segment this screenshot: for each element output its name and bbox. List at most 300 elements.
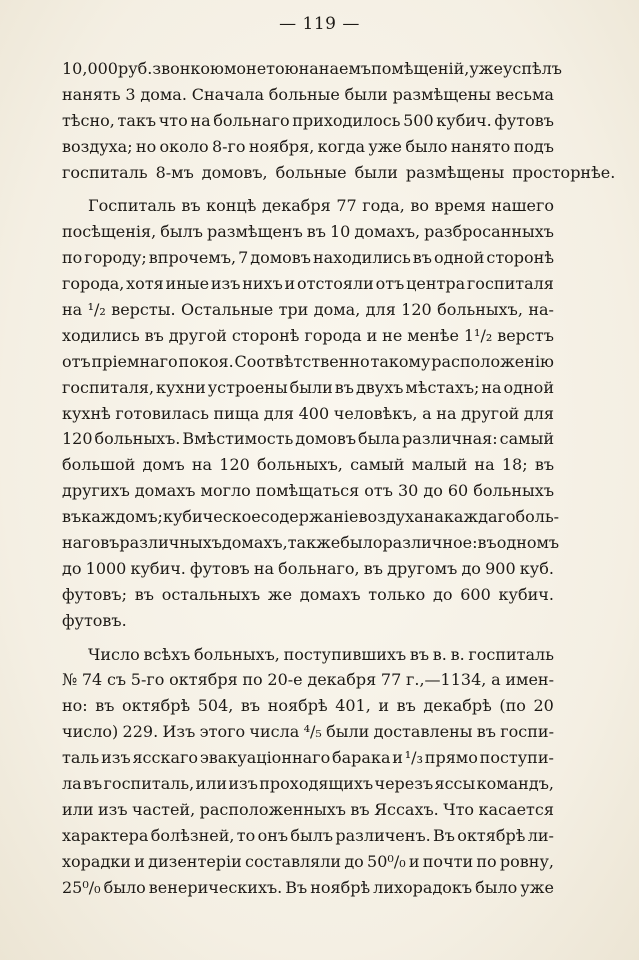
word: 500 <box>403 110 434 130</box>
word: въ <box>100 533 120 553</box>
word: другихъ <box>62 481 130 501</box>
word: а <box>491 670 501 690</box>
word: на <box>423 507 444 527</box>
word: на <box>253 558 275 578</box>
text-line <box>62 745 554 771</box>
word: устроены <box>207 377 288 397</box>
word: по <box>62 248 83 268</box>
word: домахъ <box>134 481 196 501</box>
word: городу; <box>84 248 147 268</box>
word: 77 <box>336 196 357 216</box>
word: домовъ <box>295 429 357 449</box>
word: для <box>365 300 396 320</box>
word: больныхъ. <box>94 429 181 449</box>
word: уже <box>469 59 503 78</box>
word: кухнѣ <box>62 403 111 423</box>
word: на <box>191 455 213 475</box>
word: поступи- <box>479 748 554 768</box>
word: уже <box>368 136 402 156</box>
word: дома. <box>140 84 187 104</box>
word: впрочемъ, <box>148 248 237 268</box>
word: Въ <box>433 825 455 845</box>
word: лихорадокъ <box>373 877 473 897</box>
word: другой <box>168 325 227 345</box>
word: таль <box>62 748 100 768</box>
word: кубич. <box>498 584 554 604</box>
word: въ <box>95 696 115 716</box>
word: посѣщенія, <box>62 222 157 242</box>
word: ли- <box>527 825 554 845</box>
word: было <box>475 877 518 897</box>
text-line <box>62 219 554 245</box>
word: концѣ <box>206 196 257 216</box>
word: частей, <box>132 799 196 819</box>
word: всѣхъ <box>143 644 191 664</box>
word: до <box>461 558 481 578</box>
word: больные <box>275 162 347 182</box>
text-line <box>62 608 554 634</box>
word: Сначала <box>191 84 264 104</box>
word: въ <box>363 558 383 578</box>
word: число) <box>62 722 119 742</box>
word: 1¹/₂ <box>463 325 493 345</box>
word: была <box>358 429 401 449</box>
word: больнаго, <box>278 558 360 578</box>
text-line <box>62 797 554 823</box>
text-line <box>62 349 554 375</box>
word: на- <box>528 300 554 320</box>
word: хорадки <box>62 851 131 871</box>
word: также <box>287 533 341 553</box>
text-line <box>62 401 554 427</box>
word: домъ <box>142 455 185 475</box>
word: Въ <box>285 877 308 897</box>
word: ноябрѣ <box>310 877 371 897</box>
word: различное: <box>382 533 478 553</box>
word: воздуха; <box>62 136 133 156</box>
word: пріемнаго <box>91 351 178 371</box>
word: было <box>340 533 383 553</box>
word: и <box>378 696 390 716</box>
word: касается <box>478 799 554 819</box>
word: были <box>289 377 333 397</box>
word: больныхъ, <box>437 300 523 320</box>
text-line <box>62 426 554 452</box>
word: характера <box>62 825 149 845</box>
word: въ <box>476 722 496 742</box>
text-line <box>62 82 554 108</box>
word: больныхъ <box>473 481 554 501</box>
word: или <box>195 774 228 794</box>
word: большой <box>62 455 136 475</box>
word: декабря <box>307 670 377 690</box>
word: дизентеріи <box>148 851 242 871</box>
word: были <box>354 162 398 182</box>
word: домахъ, <box>354 222 421 242</box>
word: боль- <box>515 507 560 527</box>
word: помѣщаться <box>255 481 360 501</box>
word: больные <box>268 84 340 104</box>
word: расположенію <box>431 351 554 371</box>
word: самый <box>350 455 405 475</box>
word: года, <box>362 196 405 216</box>
word: находились <box>312 248 411 268</box>
word: уже <box>520 877 554 897</box>
word: воздуха <box>358 507 424 527</box>
word: госпиталя <box>466 274 554 294</box>
word: самый <box>499 429 554 449</box>
word: размѣщенъ <box>206 222 303 242</box>
word: отъ <box>62 351 91 371</box>
word: во <box>410 196 429 216</box>
word: 25⁰/₀ <box>62 877 101 897</box>
text-line <box>62 667 554 693</box>
word: и <box>134 851 145 871</box>
word: готовилась <box>115 403 209 423</box>
word: по <box>242 670 263 690</box>
word: дома, <box>313 300 361 320</box>
word: двухъ <box>355 377 404 397</box>
word: ноябрѣ <box>267 696 328 716</box>
word: центра <box>406 274 466 294</box>
word: декабря <box>261 196 331 216</box>
word: содержаніе <box>260 507 359 527</box>
word: въ <box>62 507 82 527</box>
word: домахъ, <box>221 533 288 553</box>
word: и <box>366 325 378 345</box>
word: въ <box>181 196 201 216</box>
word: расположенныхъ <box>199 799 346 819</box>
text-line <box>62 193 554 219</box>
word: (по <box>499 696 526 716</box>
word: покоя. <box>178 351 234 371</box>
word: нашего <box>491 196 554 216</box>
word: проходящихъ <box>259 774 374 794</box>
word: различная: <box>402 429 498 449</box>
word: и <box>392 748 403 768</box>
word: ноября, <box>248 136 315 156</box>
word: монетою <box>223 59 299 78</box>
word: каждомъ; <box>81 507 163 527</box>
word: было <box>405 136 448 156</box>
word: три <box>278 300 309 320</box>
word: въ <box>534 455 554 475</box>
text-line <box>62 323 554 349</box>
page-number: — 119 — <box>279 14 360 34</box>
text-line <box>62 582 554 608</box>
word: Что <box>443 799 475 819</box>
word: октября <box>169 670 238 690</box>
text-line <box>62 530 560 556</box>
word: г.,—1134, <box>405 670 487 690</box>
word: почти <box>422 851 474 871</box>
word: тѣсно, <box>62 110 115 130</box>
word: барака <box>332 748 391 768</box>
word: въ <box>477 533 497 553</box>
word: 8-мъ <box>155 162 194 182</box>
word: въ <box>134 584 154 604</box>
word: 120 <box>219 455 250 475</box>
text-line <box>62 160 616 186</box>
word: этого <box>199 722 246 742</box>
word: госпиталя, <box>62 377 155 397</box>
word: октябрѣ <box>457 825 526 845</box>
word: больнаго <box>213 110 290 130</box>
word: въ <box>412 248 432 268</box>
word: домовъ <box>250 248 311 268</box>
word: было <box>103 877 146 897</box>
word: весьма <box>495 84 554 104</box>
word: 3 <box>125 84 136 104</box>
word: больныхъ, <box>194 644 280 664</box>
word: въ <box>396 696 416 716</box>
word: въ <box>334 377 354 397</box>
word: имен- <box>505 670 554 690</box>
word: кубическое <box>162 507 261 527</box>
word: одной <box>503 377 554 397</box>
word: около <box>159 136 209 156</box>
text-line <box>62 297 554 323</box>
text-line <box>62 642 554 668</box>
word: успѣлъ <box>502 59 562 78</box>
word: госпиталь, <box>103 774 195 794</box>
word: до <box>423 481 443 501</box>
word: 10,000 <box>62 59 118 78</box>
word: яссы <box>434 774 476 794</box>
paragraph-gap <box>62 185 554 193</box>
word: для <box>263 403 294 423</box>
word: 401, <box>335 696 371 716</box>
word: нанято <box>450 136 511 156</box>
word: декабрѣ <box>423 696 492 716</box>
word: другой <box>461 403 520 423</box>
word: не <box>382 325 403 345</box>
word: размѣщены <box>392 84 491 104</box>
word: ла <box>62 774 82 794</box>
word: въ <box>350 799 370 819</box>
word: съ <box>106 670 127 690</box>
word: 50⁰/₀ <box>367 851 406 871</box>
word: домахъ <box>299 584 361 604</box>
word: на <box>62 300 83 320</box>
text-line <box>62 823 554 849</box>
word: были <box>326 722 370 742</box>
word: составляли <box>245 851 342 871</box>
word: приходилось <box>292 110 401 130</box>
word: 504, <box>197 696 234 716</box>
word: отъ <box>364 481 393 501</box>
word: былъ <box>290 825 334 845</box>
word: малый <box>411 455 468 475</box>
word: черезъ <box>374 774 434 794</box>
word: руб. <box>117 59 153 78</box>
word: могло <box>200 481 251 501</box>
word: в. <box>432 644 447 664</box>
word: 20-е <box>267 670 303 690</box>
text-line <box>62 56 562 82</box>
paragraph-gap <box>62 634 554 642</box>
word: 77 <box>380 670 402 690</box>
word: Яссахъ. <box>374 799 439 819</box>
word: каждаго <box>443 507 516 527</box>
text-line <box>62 245 554 271</box>
word: болѣзней, <box>150 825 235 845</box>
word: 5-го <box>130 670 165 690</box>
word: 74 <box>81 670 103 690</box>
word: прямо <box>424 748 478 768</box>
word: 18; <box>501 455 528 475</box>
word: изъ <box>210 274 241 294</box>
word: иные <box>165 274 210 294</box>
word: кубич. <box>130 558 186 578</box>
word: госпиталь <box>62 162 148 182</box>
text-line <box>62 134 554 160</box>
word: такъ <box>117 110 157 130</box>
word: ⁴/₅ <box>303 722 322 742</box>
word: 600 <box>460 584 491 604</box>
word: другомъ <box>387 558 458 578</box>
word: отъ <box>375 274 405 294</box>
word: пища <box>213 403 260 423</box>
word: госпиталь <box>468 644 554 664</box>
word: наго <box>62 533 101 553</box>
word: звонкою <box>152 59 224 78</box>
word: на <box>298 59 319 78</box>
word: № <box>62 670 78 690</box>
word: по <box>476 851 497 871</box>
word: человѣкъ, <box>333 403 418 423</box>
word: одной <box>433 248 485 268</box>
word: нанять <box>62 84 121 104</box>
word: но: <box>62 696 88 716</box>
word: въ <box>144 325 164 345</box>
word: поступившихъ <box>283 644 407 664</box>
word: 60 <box>447 481 469 501</box>
word: сторонѣ <box>231 325 300 345</box>
text-line <box>62 875 554 901</box>
word: 7 <box>238 248 249 268</box>
word: размѣщены <box>405 162 505 182</box>
word: подъ <box>513 136 554 156</box>
word: в. <box>450 644 465 664</box>
word: эвакуаціоннаго <box>199 748 331 768</box>
word: города <box>304 325 362 345</box>
text-line <box>62 693 554 719</box>
word: командъ, <box>476 774 554 794</box>
text-line <box>62 504 560 530</box>
word: города, <box>62 274 125 294</box>
word: 20 <box>533 696 554 716</box>
word: или <box>62 799 94 819</box>
word: и <box>408 851 420 871</box>
word: 1000 <box>85 558 127 578</box>
word: были <box>344 84 388 104</box>
word: сторонѣ <box>486 248 554 268</box>
text-line <box>62 375 554 401</box>
word: 120 <box>62 429 93 449</box>
word: ровну, <box>499 851 554 871</box>
word: Госпиталь <box>88 196 176 216</box>
word: изъ <box>228 774 258 794</box>
word: 10 <box>329 222 351 242</box>
text-line <box>62 478 554 504</box>
word: ходились <box>62 325 140 345</box>
word: футовъ <box>494 110 554 130</box>
word: то <box>236 825 256 845</box>
word: больныхъ, <box>257 455 343 475</box>
word: нихъ <box>242 274 283 294</box>
word: венерическихъ. <box>148 877 283 897</box>
text-line <box>62 108 554 134</box>
word: одномъ <box>496 533 560 553</box>
word: и <box>284 274 296 294</box>
word: 8-го <box>211 136 246 156</box>
word: же <box>267 584 293 604</box>
word: 900 <box>485 558 516 578</box>
word: въ <box>306 222 326 242</box>
word: Остальные <box>180 300 274 320</box>
word: кухни <box>156 377 206 397</box>
word: Вмѣстимость <box>182 429 294 449</box>
word: Число <box>88 644 140 664</box>
word: только <box>368 584 426 604</box>
word: такому <box>370 351 431 371</box>
word: 30 <box>397 481 419 501</box>
word: для <box>523 403 554 423</box>
word: числа <box>249 722 300 742</box>
word: помѣщеній, <box>371 59 470 78</box>
word: изъ <box>101 748 131 768</box>
word: футовъ. <box>62 610 127 630</box>
word: до <box>62 558 82 578</box>
word: до <box>344 851 364 871</box>
word: на <box>474 455 495 475</box>
word: Изъ <box>162 722 196 742</box>
word: разбросанныхъ <box>424 222 554 242</box>
word: онъ <box>257 825 289 845</box>
word: но <box>135 136 157 156</box>
word: мѣстахъ; <box>405 377 480 397</box>
text-line <box>62 452 554 478</box>
word: время <box>434 196 486 216</box>
word: ясскаго <box>132 748 199 768</box>
word: на <box>436 403 457 423</box>
word: въ <box>409 644 430 664</box>
text-line <box>62 556 554 582</box>
word: октябрѣ <box>122 696 191 716</box>
text-line <box>62 271 554 297</box>
word: Соотвѣтственно <box>234 351 370 371</box>
word: доставлены <box>373 722 473 742</box>
word: когда <box>317 136 366 156</box>
word: различенъ. <box>335 825 431 845</box>
word: просторнѣе. <box>512 162 616 182</box>
word: 229. <box>122 722 159 742</box>
word: наемъ <box>318 59 372 78</box>
word: ¹/₂ <box>87 300 106 320</box>
word: версты. <box>111 300 176 320</box>
text-line <box>62 849 554 875</box>
word: на <box>481 377 502 397</box>
word: до <box>433 584 453 604</box>
word: госпи- <box>500 722 554 742</box>
word: въ <box>83 774 103 794</box>
text-line <box>62 771 554 797</box>
word: ¹/₃ <box>404 748 423 768</box>
word: 400 <box>298 403 330 423</box>
word: изъ <box>97 799 128 819</box>
word: а <box>422 403 432 423</box>
